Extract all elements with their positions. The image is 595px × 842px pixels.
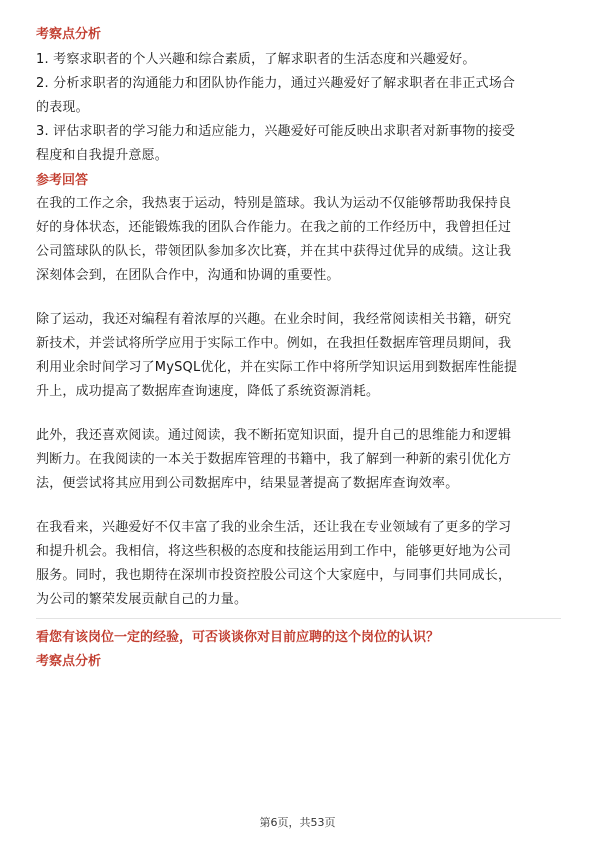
analysis-line-1: 1. 考察求职者的个人兴趣和综合素质，了解求职者的生活态度和兴趣爱好。: [36, 52, 476, 67]
answer-paragraph-3: [36, 424, 561, 496]
analysis-line-3: 的表现。: [36, 100, 89, 115]
section-divider: [36, 618, 561, 619]
answer-line: 利用业余时间学习了MySQL优化，并在实际工作中将所学知识运用到数据库性能提: [36, 360, 518, 375]
section-heading-analysis: 考察点分析: [36, 27, 102, 42]
answer-line: 判断力。在我阅读的一本关于数据库管理的书籍中，我了解到一种新的索引优化方: [36, 452, 512, 467]
page-number: 第6页，共53页: [259, 816, 336, 829]
analysis-line-2: 2. 分析求职者的沟通能力和团队协作能力，通过兴趣爱好了解求职者在非正式场合: [36, 76, 516, 91]
answer-line: 在我看来，兴趣爱好不仅丰富了我的业余生活，还让我在专业领域有了更多的学习: [36, 520, 512, 535]
analysis-line-5: 程度和自我提升意愿。: [36, 148, 169, 163]
answer-line: 除了运动，我还对编程有着浓厚的兴趣。在业余时间，我经常阅读相关书籍，研究: [36, 312, 512, 327]
answer-line: 深刻体会到，在团队合作中，沟通和协调的重要性。: [36, 268, 340, 283]
answer-line: 好的身体状态，还能锻炼我的团队合作能力。在我之前的工作经历中，我曾担任过: [36, 220, 512, 235]
answer-line: 和提升机会。我相信，将这些积极的态度和技能运用到工作中，能够更好地为公司: [36, 544, 512, 559]
answer-paragraph-4: [36, 516, 561, 612]
section-heading-answer: 参考回答: [36, 173, 89, 188]
page-content: [36, 24, 561, 673]
answer-line: 新技术，并尝试将所学应用于实际工作中。例如，在我担任数据库管理员期间，我: [36, 336, 512, 351]
answer-line: 升上，成功提高了数据库查询速度，降低了系统资源消耗。: [36, 384, 380, 399]
section-heading-analysis-2: 考察点分析: [36, 654, 102, 669]
answer-line: 公司篮球队的队长，带领团队参加多次比赛，并在其中获得过优异的成绩。这让我: [36, 244, 512, 259]
answer-line: 法，便尝试将其应用到公司数据库中，结果显著提高了数据库查询效率。: [36, 476, 459, 491]
answer-paragraph-2: [36, 308, 561, 404]
answer-line: 服务。同时，我也期待在深圳市投资控股公司这个大家庭中，与同事们共同成长，: [36, 568, 512, 583]
answer-line: 在我的工作之余，我热衷于运动，特别是篮球。我认为运动不仅能够帮助我保持良: [36, 196, 512, 211]
answer-line: 为公司的繁荣发展贡献自己的力量。: [36, 592, 248, 607]
analysis-line-4: 3. 评估求职者的学习能力和适应能力，兴趣爱好可能反映出求职者对新事物的接受: [36, 124, 516, 139]
next-question: 看您有该岗位一定的经验，可否谈谈你对目前应聘的这个岗位的认识？: [36, 630, 440, 645]
page-footer: [0, 814, 595, 830]
answer-paragraph-1: [36, 192, 561, 288]
answer-line: 此外，我还喜欢阅读。通过阅读，我不断拓宽知识面，提升自己的思维能力和逻辑: [36, 428, 512, 443]
